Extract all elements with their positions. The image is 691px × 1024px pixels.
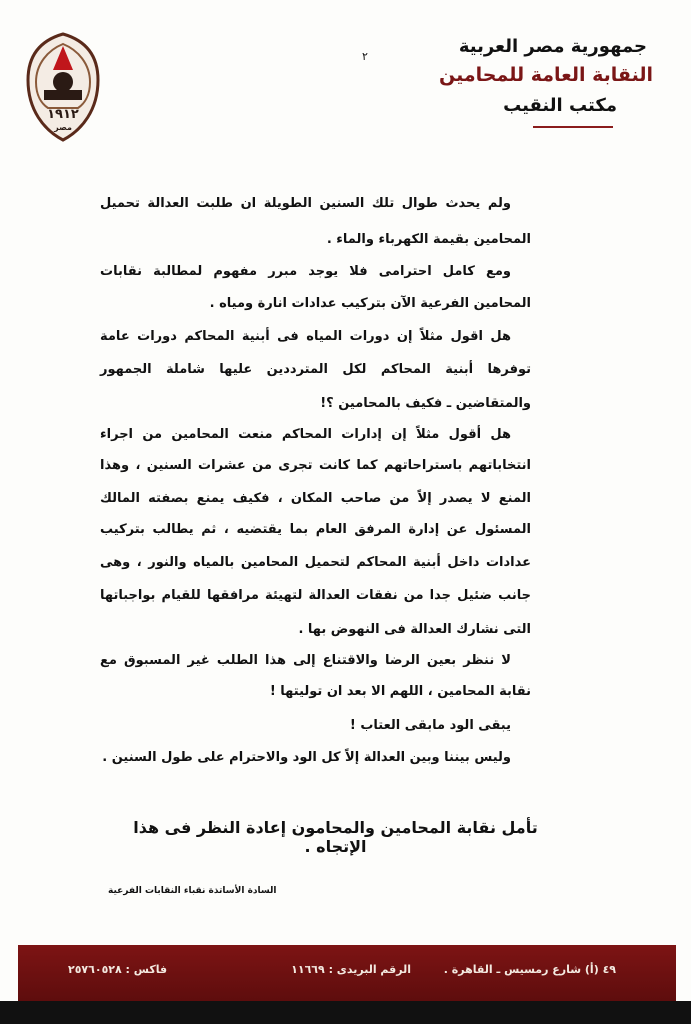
- footer-address: ٤٩ (أ) شارع رمسيس ـ القاهرة .: [443, 963, 616, 976]
- body-line: التى نشارك العدالة فى النهوض بها .: [298, 622, 531, 637]
- body-line: المنع لا يصدر إلاً من صاحب المكان ، فكيف يمنع بصفته المالك: [100, 491, 531, 506]
- header-underline: [533, 126, 613, 128]
- body-line: وليس بيننا وبين العدالة إلاً كل الود والاحترام على طول السنين .: [102, 750, 511, 765]
- body-line: يبقى الود مابقى العتاب !: [349, 718, 511, 733]
- body-line: ولم يحدث طوال تلك السنين الطويلة ان طلبت العدالة تحميل: [100, 196, 511, 211]
- logo-year: ١٩١٢: [47, 107, 79, 122]
- closing-statement: تأمل نقابة المحامين والمحامون إعادة النظر فى هذا الإتجاه .: [133, 818, 538, 856]
- footer-postal-code: الرقم البريدى : ١١٦٦٩: [291, 963, 411, 976]
- letterhead-office: مكتب النقيب: [503, 95, 617, 116]
- body-line: هل أقول مثلاً إن إدارات المحاكم منعت المحامين من اجراء: [100, 427, 511, 442]
- body-line: المحامين بقيمة الكهرباء والماء .: [326, 232, 531, 247]
- body-line: انتخاباتهم باستراحاتهم كما كانت تجرى من عشرات السنين ، وهذا: [100, 458, 531, 473]
- syndicate-logo: [22, 30, 104, 142]
- footer-fax: فاكس : ٢٥٧٦٠٥٢٨: [68, 963, 168, 976]
- letterhead-organization: النقابة العامة للمحامين: [439, 64, 653, 86]
- body-line: نقابة المحامين ، اللهم الا بعد ان توليتها !: [269, 684, 531, 699]
- body-line: جانب ضئيل جدا من نفقات العدالة لتهيئة مرافقها للقيام بواجباتها: [100, 588, 531, 603]
- body-line: والمتقاضين ـ فكيف بالمحامين ؟!: [320, 396, 531, 411]
- addressee: السادة الأساتذة نقباء النقابات الفرعية: [108, 886, 277, 896]
- body-line: هل اقول مثلاً إن دورات المياه فى أبنية المحاكم دورات عامة: [100, 329, 511, 344]
- page-number: ٢: [362, 50, 368, 63]
- body-line: المسئول عن إدارة المرفق العام بما يقتضيه ، ثم يطالب بتركيب: [100, 522, 531, 537]
- body-line: ومع كامل احترامى فلا يوجد مبرر مفهوم لمطالبة نقابات: [100, 264, 511, 279]
- body-line: لا ننظر بعين الرضا والاقتناع إلى هذا الطلب غير المسبوق مع: [100, 653, 511, 668]
- scan-edge: [0, 1001, 691, 1024]
- body-line: المحامين الفرعية الآن بتركيب عدادات انارة ومياه .: [209, 296, 531, 311]
- logo-city: مصر: [54, 123, 72, 132]
- body-line: عدادات داخل أبنية المحاكم لتحميل المحامين بالمياه والنور ، وهى: [100, 555, 531, 570]
- body-line: توفرها أبنية المحاكم لكل المترددين عليها شاملة الجمهور: [100, 362, 531, 377]
- letterhead-country: جمهورية مصر العربية: [458, 36, 647, 57]
